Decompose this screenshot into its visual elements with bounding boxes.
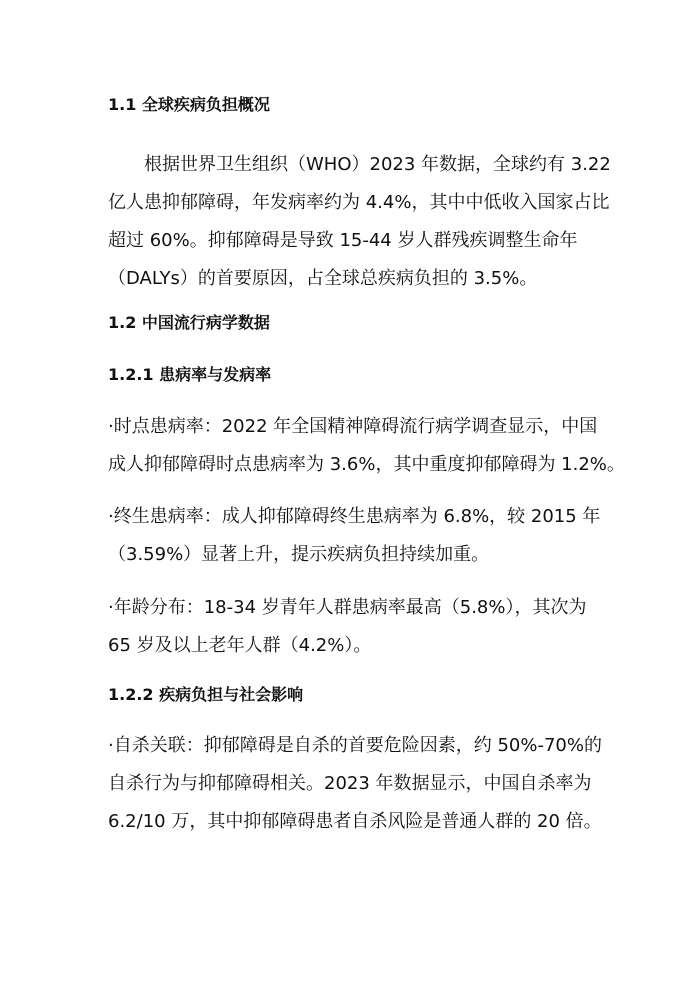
paragraph-line: 亿人患抑郁障碍，年发病率约为 4.4%，其中中低收入国家占比 (108, 192, 610, 213)
paragraph-line: 成人抑郁障碍时点患病率为 3.6%，其中重度抑郁障碍为 1.2%。 (108, 454, 625, 475)
paragraph-line: 根据世界卫生组织（WHO）2023 年数据，全球约有 3.22 (144, 154, 611, 175)
section-heading-1-1: 1.1 全球疾病负担概况 (108, 95, 270, 114)
section-heading-1-2: 1.2 中国流行病学数据 (108, 313, 270, 332)
paragraph-age-distribution (108, 589, 598, 665)
section-heading-1-2-1: 1.2.1 患病率与发病率 (108, 365, 272, 384)
paragraph-lifetime-prevalence (108, 498, 601, 574)
paragraph-line: （3.59%）显著上升，提示疾病负担持续加重。 (108, 544, 490, 565)
paragraph-line: 65 岁及以上老年人群（4.2%）。 (108, 635, 372, 656)
section-heading-1-2-2: 1.2.2 疾病负担与社会影响 (108, 685, 304, 704)
paragraph-line: 6.2/10 万，其中抑郁障碍患者自杀风险是普通人群的 20 倍。 (108, 811, 602, 832)
paragraph-line: （DALYs）的首要原因，占全球总疾病负担的 3.5%。 (108, 268, 538, 289)
paragraph-line: ·时点患病率：2022 年全国精神障碍流行病学调查显示，中国 (108, 416, 598, 437)
paragraph-suicide-association (108, 727, 602, 841)
paragraph-line: ·年龄分布：18-34 岁青年人群患病率最高（5.8%），其次为 (108, 597, 587, 618)
paragraph-line: ·终生患病率：成人抑郁障碍终生患病率为 6.8%，较 2015 年 (108, 506, 601, 527)
paragraph-point-prevalence (108, 408, 625, 484)
paragraph-global-burden (108, 146, 611, 298)
paragraph-line: 超过 60%。抑郁障碍是导致 15-44 岁人群残疾调整生命年 (108, 230, 578, 251)
paragraph-line: ·自杀关联：抑郁障碍是自杀的首要危险因素，约 50%-70%的 (108, 735, 602, 756)
paragraph-line: 自杀行为与抑郁障碍相关。2023 年数据显示，中国自杀率为 (108, 773, 592, 794)
